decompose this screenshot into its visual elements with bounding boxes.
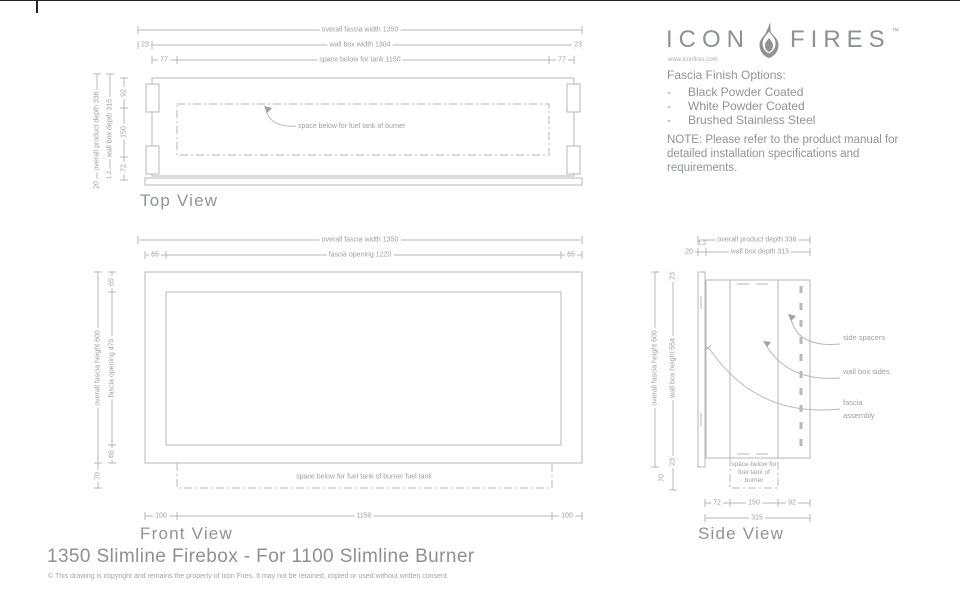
dim-top-72: 72 xyxy=(120,164,128,172)
dim-top-wall-box-width: wall box width 1304 xyxy=(329,41,391,49)
dim-front-fascia-opening-width: fascia opening 1220 xyxy=(328,251,392,259)
dim-side-1-2: 1.2 xyxy=(697,241,707,247)
dim-front-65-top: 65 xyxy=(108,278,116,286)
dim-side-150: 150 xyxy=(748,499,760,507)
dim-front-100-left: 100 xyxy=(155,512,167,520)
dim-side-23-top: 23 xyxy=(669,272,677,280)
dim-front-overall-fascia-height: overall fascia height 600 xyxy=(94,330,102,406)
dim-front-100-right: 100 xyxy=(561,512,573,520)
dim-top-77-left: 77 xyxy=(160,56,168,64)
dim-side-315: 315 xyxy=(751,514,763,522)
dim-front-fascia-opening-height: fascia opening 470 xyxy=(108,338,116,398)
dim-top-23-left: 23 xyxy=(141,41,149,49)
fascia-option-row xyxy=(667,99,805,113)
dim-front-overall-fascia-width: overall fascia width 1350 xyxy=(321,236,399,244)
fascia-option-white: White Powder Coated xyxy=(688,99,805,113)
dim-side-overall-product-depth: overall product depth 336 xyxy=(717,236,797,244)
top-view-linework xyxy=(93,26,582,188)
dim-side-23-bottom: 23 xyxy=(669,458,677,466)
option-dash: - xyxy=(667,99,671,113)
dim-side-overall-fascia-height: overall fascia height 600 xyxy=(651,330,659,406)
dim-front-65-left: 65 xyxy=(151,251,159,259)
dim-side-wall-box-height: wall box height 554 xyxy=(669,338,677,398)
dim-top-overall-product-depth: overall product depth 336 xyxy=(93,91,101,171)
option-dash: - xyxy=(667,85,671,99)
dim-top-overall-fascia-width: overall fascia width 1350 xyxy=(321,26,399,34)
fascia-option-row xyxy=(667,85,803,99)
logo-fires-text: FIRES xyxy=(790,26,891,53)
dim-top-tank-width: space below for tank 1150 xyxy=(319,56,401,64)
dim-top-wall-box-depth: wall box depth 315 xyxy=(106,98,114,158)
side-view-title: Side View xyxy=(698,524,785,543)
fascia-option-brushed: Brushed Stainless Steel xyxy=(688,113,816,127)
dim-top-23-right: 23 xyxy=(574,41,582,49)
dim-side-wall-box-depth: wall box depth 315 xyxy=(730,248,790,256)
dim-front-65-right: 65 xyxy=(567,251,575,259)
side-view-tank-label: space below for fuel tank of burner xyxy=(731,461,777,485)
front-view-title: Front View xyxy=(140,524,233,543)
sheet-edge-tick xyxy=(36,0,38,13)
drawing-title: 1350 Slimline Firebox - For 1100 Slimline Burner xyxy=(47,546,475,567)
logo-icon-text: ICON xyxy=(666,26,750,53)
fascia-options-title: Fascia Finish Options: xyxy=(667,68,786,82)
front-view-tank-label: space below for fuel tank of burner fuel tank xyxy=(296,473,432,481)
dim-front-1150: 1150 xyxy=(356,512,372,520)
website-text: www.iconfires.com xyxy=(668,57,718,63)
dim-front-70: 70 xyxy=(94,472,102,480)
dim-front-65-bottom: 65 xyxy=(108,450,116,458)
fascia-option-row xyxy=(667,113,815,127)
dim-top-1-2: 1.2 xyxy=(107,170,113,180)
copyright-text: © This drawing is copyright and remains the property of Icon Fires. It may not be retained, copied or used without written consent. xyxy=(48,573,449,580)
top-view-title: Top View xyxy=(140,191,219,210)
dim-side-70: 70 xyxy=(658,474,666,482)
option-dash: - xyxy=(667,113,671,127)
logo-trademark: ™ xyxy=(891,28,899,35)
fascia-assembly-label: fascia assembly xyxy=(843,398,875,420)
fascia-option-black: Black Powder Coated xyxy=(688,85,804,99)
dim-top-92: 92 xyxy=(120,89,128,97)
dim-top-20: 20 xyxy=(93,181,101,189)
top-view-tank-label: space below for fuel tank of burner xyxy=(298,123,406,130)
side-spacers-label: side spacers xyxy=(843,333,886,342)
note-text: NOTE: Please refer to the product manual for detailed installation specifications and requirements. xyxy=(667,134,899,174)
dim-top-150: 150 xyxy=(120,126,128,138)
dim-top-77-right: 77 xyxy=(558,56,566,64)
dim-side-72: 72 xyxy=(713,499,721,507)
dim-side-20: 20 xyxy=(685,248,693,256)
sheet-top-edge xyxy=(0,0,960,1)
flame-icon xyxy=(756,22,782,63)
dim-side-92: 92 xyxy=(788,499,796,507)
wall-box-sides-label: wall box sides xyxy=(843,367,890,376)
